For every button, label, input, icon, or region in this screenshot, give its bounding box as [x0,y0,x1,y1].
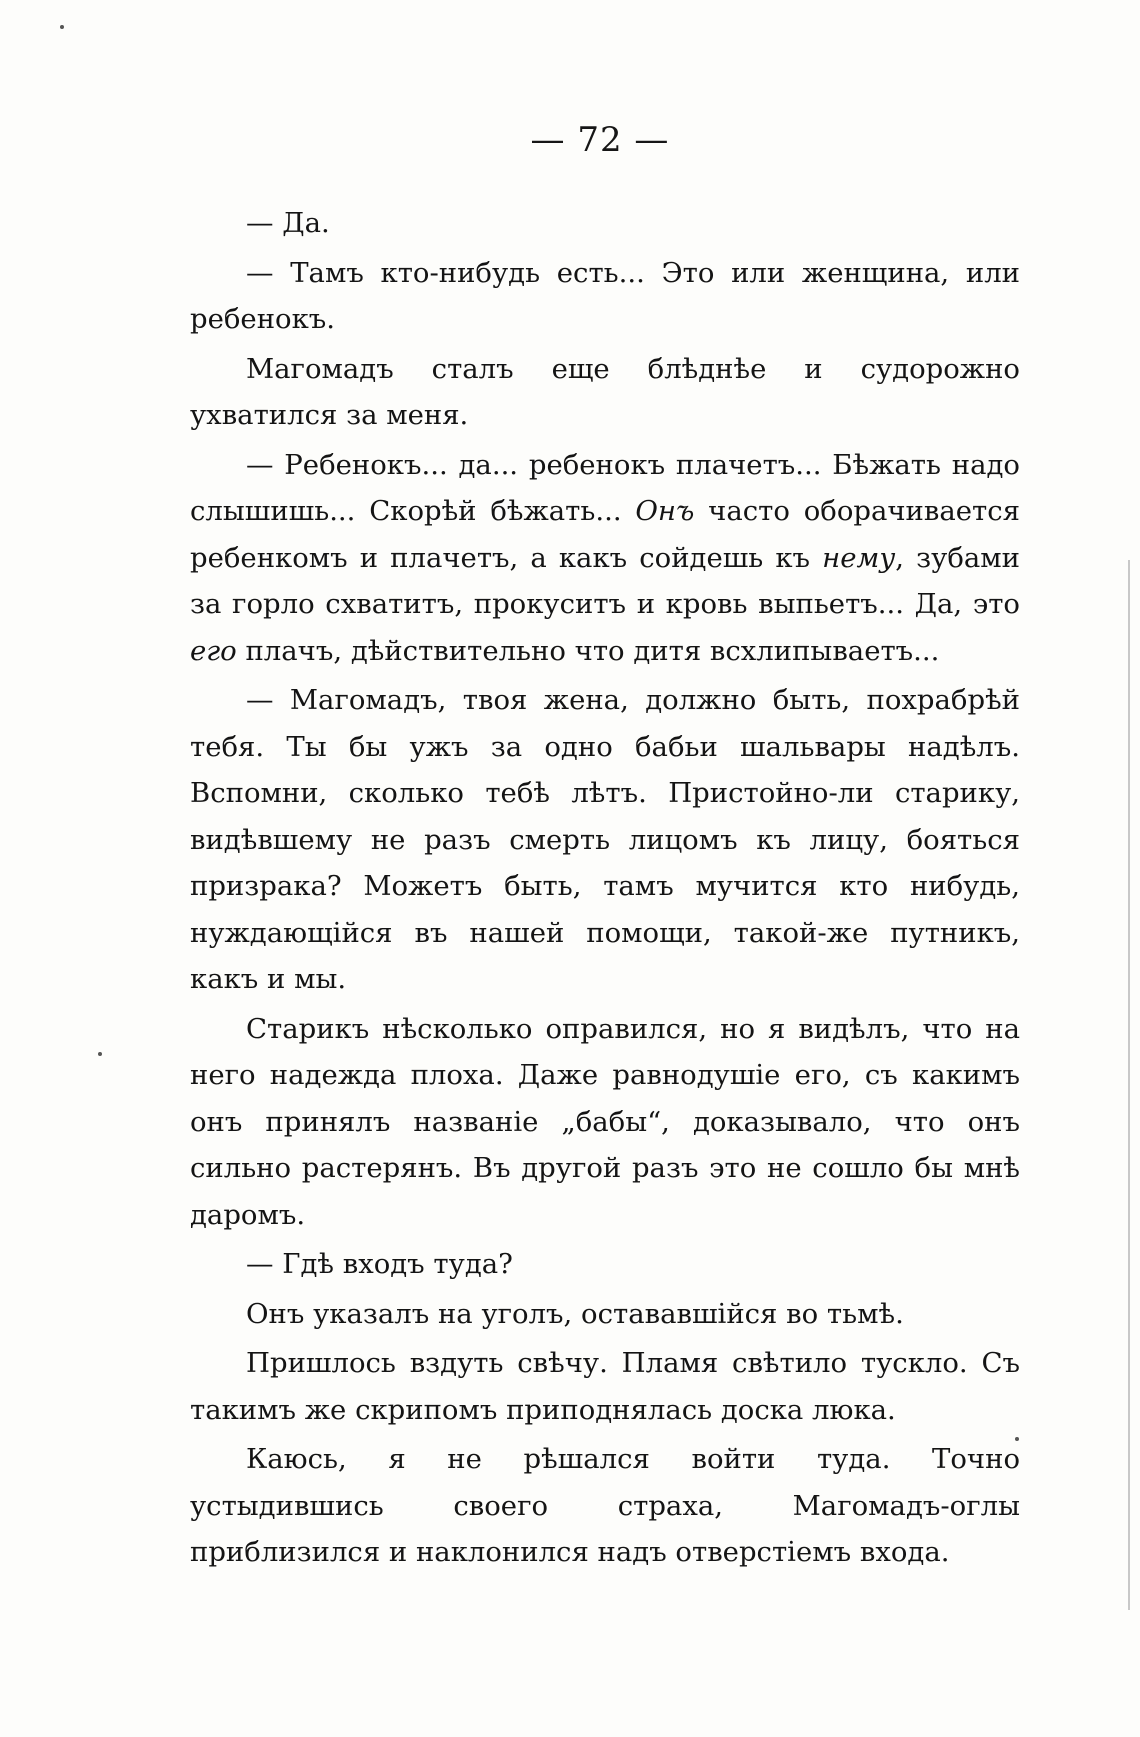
paragraph [190,1340,1020,1433]
text-run: плачъ, дѣйствительно что дитя всхлипываетъ... [236,634,940,667]
text-run: Онъ указалъ на уголъ, остававшійся во тьмѣ. [246,1297,904,1330]
text-run: Пришлось вздуть свѣчу. Пламя свѣтило тускло. Съ такимъ же скрипомъ приподнялась доска люка. [190,1347,1020,1426]
text-run: Старикъ нѣсколько оправился, но я видѣлъ, что на него надежда плоха. Даже равнодушіе его, съ какимъ онъ принялъ названіе „бабы“, доказывало, что онъ сильно растерянъ. Въ другой разъ это не сошло бы мнѣ даромъ. [190,1012,1020,1231]
scan-speck [60,25,64,29]
text-run: Магомадъ сталъ еще блѣднѣе и судорожно ухватился за меня. [190,352,1020,431]
paragraph [190,677,1020,1003]
page-edge-line [1128,560,1130,1610]
text-run: часто оборачивается ребенкомъ и плачетъ, а какъ сойдешь къ [190,495,1020,574]
paragraph [190,1006,1020,1239]
text-run: — Тамъ кто-нибудь есть... Это или женщина, или ребенокъ. [190,256,1020,335]
text-run: Каюсь, я не рѣшался войти туда. Точно устыдившись своего страха, Магомадъ-оглы приблизился и наклонился надъ отверстіемъ входа. [190,1443,1020,1568]
paragraph [190,442,1020,675]
paragraph [190,200,1020,247]
scan-speck [1015,1437,1019,1441]
paragraph [190,250,1020,343]
page-number: — 72 — [530,120,670,160]
italic-text: нему [822,541,896,574]
body-text [190,200,1020,1579]
paragraph [190,346,1020,439]
paragraph [190,1241,1020,1288]
text-run: — Магомадъ, твоя жена, должно быть, похрабрѣй тебя. Ты бы ужъ за одно бабьи шальвары надѣлъ. Вспомни, сколько тебѣ лѣтъ. Пристойно-ли старику, видѣвшему не разъ смерть лицомъ къ лицу, бояться призрака? Можетъ быть, тамъ мучится кто нибудь, нуждающійся въ нашей помощи, такой-же путникъ, какъ и мы. [190,684,1020,995]
italic-text: Онъ [635,495,695,527]
text-run: , зубами за горло схватитъ, прокуситъ и кровь выпьетъ... Да, это [190,541,1020,620]
paragraph [190,1436,1020,1576]
text-run: — Ребенокъ... да... ребенокъ плачетъ... Бѣжать надо слышишь... Скорѣй бѣжать... [190,448,1020,527]
paragraph [190,1291,1020,1338]
italic-text: его [190,634,237,667]
scan-speck [98,1052,102,1056]
text-run: — Да. [246,207,330,239]
text-run: — Гдѣ входъ туда? [246,1248,513,1280]
